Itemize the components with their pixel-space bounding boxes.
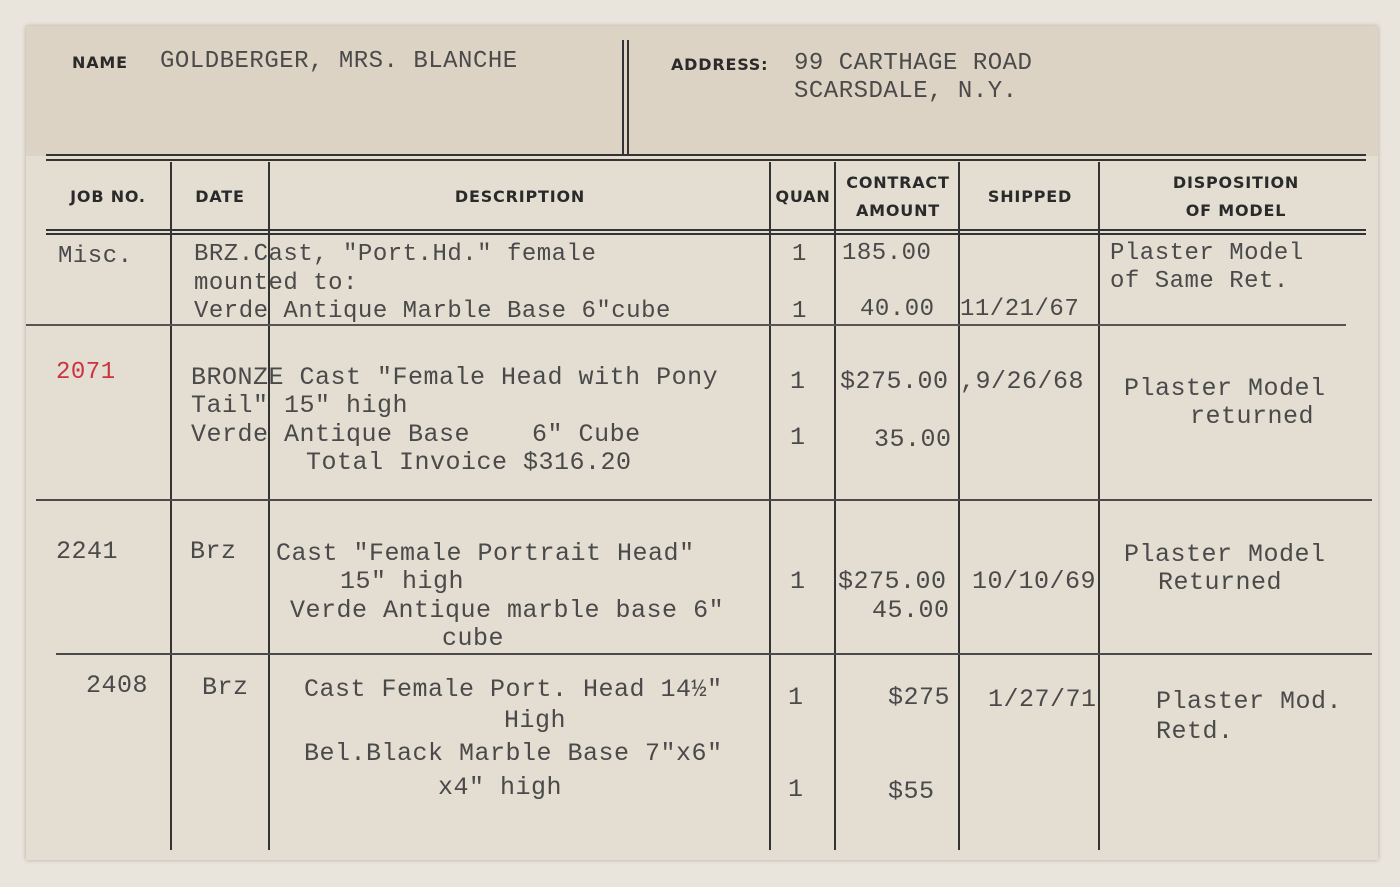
index-card [26,26,1378,860]
row4-desc-4: x4" high [438,773,563,802]
row2-shipped: ,9/26/68 [960,367,1085,396]
row4-desc-3: Bel.Black Marble Base 7"x6" [304,739,723,768]
row4-shipped: 1/27/71 [988,685,1097,714]
header-rule-2 [46,233,1366,235]
col-quan: QUAN [775,187,831,206]
row3-amount-1: $275.00 [838,567,947,596]
header-band [26,26,1378,156]
row2-desc-2: Tail" 15" high [191,391,409,420]
row3-disposition-2: Returned [1158,568,1283,597]
row3-quan-1: 1 [790,567,806,596]
row2-disposition-1: Plaster Model [1124,374,1326,403]
row4-disposition-1: Plaster Mod. [1156,687,1343,716]
address-label: ADDRESS: [671,55,769,74]
row4-amount-1: $275 [888,683,951,712]
name-label: NAME [72,53,128,72]
row-separator-3 [56,653,1372,655]
row2-job: 2071 [56,359,116,386]
row1-amount-1: 185.00 [842,240,932,267]
address-line-2: SCARSDALE, N.Y. [794,78,1018,105]
row1-desc-1: BRZ.Cast, "Port.Hd." female [194,241,597,268]
col-disposition: DISPOSITION OF MODEL [1172,173,1300,220]
col-date: DATE [195,187,245,206]
col-line-1 [170,162,172,850]
row2-amount-2: 35.00 [874,425,952,454]
header-rule-1 [46,229,1366,231]
col-contract-amount: CONTRACT AMOUNT [846,173,950,220]
col-description: DESCRIPTION [454,187,586,206]
row-separator-2 [36,499,1372,501]
col-shipped: SHIPPED [987,187,1073,206]
row4-desc-1: Cast Female Port. Head 14½" [304,675,723,704]
row4-job: 2408 [86,671,149,700]
row1-amount-2: 40.00 [860,296,935,323]
header-divider [622,40,624,156]
row1-job: Misc. [58,243,133,270]
row3-disposition-1: Plaster Model [1124,540,1326,569]
row1-desc-3: Verde Antique Marble Base 6"cube [194,298,671,325]
col-job-no: JOB NO. [70,187,146,206]
row2-desc-4: Total Invoice $316.20 [306,448,632,477]
row3-job: 2241 [56,537,119,566]
col-line-4 [834,162,836,850]
row2-amount-1: $275.00 [840,367,949,396]
row3-desc-3: Verde Antique marble base 6" [290,596,725,625]
row1-quan-1: 1 [792,241,807,268]
row2-quan-2: 1 [790,423,806,452]
row1-desc-2: mounted to: [194,270,358,297]
row4-date: Brz [202,673,249,702]
row1-disposition-1: Plaster Model [1110,240,1304,267]
row1-disposition-2: of Same Ret. [1110,268,1289,295]
row4-desc-2: High [504,706,567,735]
row2-quan-1: 1 [790,367,806,396]
row2-disposition-2: returned [1190,402,1315,431]
header-divider-2 [627,40,629,156]
col-line-3 [769,162,771,850]
row3-desc-1: Cast "Female Portrait Head" [276,539,695,568]
row3-shipped: 10/10/69 [972,567,1097,596]
row3-date: Brz [190,537,237,566]
col-line-5 [958,162,960,850]
row4-quan-2: 1 [788,775,804,804]
row3-desc-2: 15" high [340,567,465,596]
row3-desc-4: cube [442,624,505,653]
row1-shipped: 11/21/67 [960,296,1080,323]
col-line-6 [1098,162,1100,850]
row2-desc-1: BRONZE Cast "Female Head with Pony [191,363,719,392]
row1-quan-2: 1 [792,298,807,325]
row4-amount-2: $55 [888,777,935,806]
top-rule-1 [46,154,1366,156]
row3-amount-2: 45.00 [872,596,950,625]
name-value: GOLDBERGER, MRS. BLANCHE [160,48,518,75]
row4-disposition-2: Retd. [1156,717,1234,746]
address-line-1: 99 CARTHAGE ROAD [794,50,1033,77]
top-rule-2 [46,159,1366,161]
row4-quan-1: 1 [788,683,804,712]
row2-desc-3: Verde Antique Base 6" Cube [191,420,641,449]
